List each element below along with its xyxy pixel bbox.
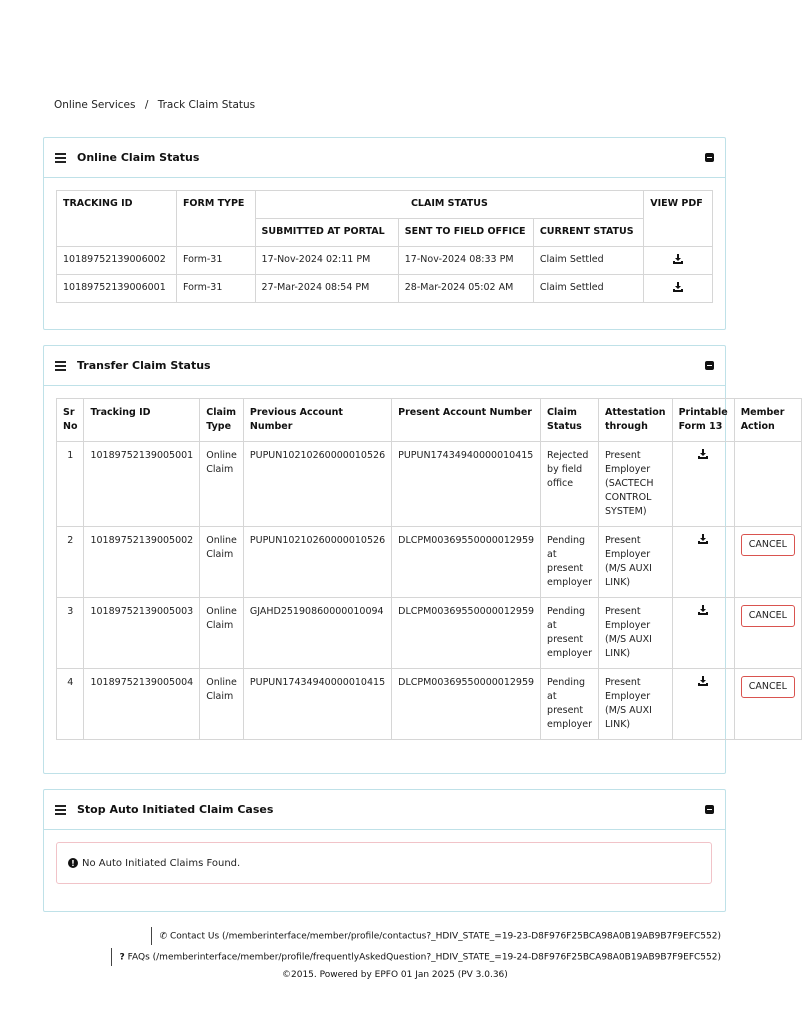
table-row [57,527,802,598]
cell-submitted: 17-Nov-2024 02:11 PM [255,247,398,275]
cell-sr: 2 [57,527,84,598]
cell-prev: PUPUN17434940000010415 [243,669,391,740]
cell-status: Pending at present employer [541,669,599,740]
cell-tracking-id: 10189752139006002 [57,247,177,275]
cell-printable [672,598,734,669]
cell-action [734,442,801,527]
download-icon[interactable] [698,605,708,615]
th-printable-form: Printable Form 13 [672,399,734,442]
cell-tracking: 10189752139005001 [84,442,200,527]
th-sent: SENT TO FIELD OFFICE [398,219,533,247]
transfer-claim-title: Transfer Claim Status [77,359,211,372]
hamburger-icon [55,803,66,817]
cell-present: DLCPM00369550000012959 [392,527,541,598]
contact-us-link[interactable]: Contact Us (/memberinterface/member/profile/contactus?_HDIV_STATE_=19-23-D8F976F25BCA98A0B19AB9B7F9EFC552) [170,931,721,942]
auto-claim-panel [43,789,726,912]
footer-faqs [111,948,721,966]
cell-sr: 4 [57,669,84,740]
transfer-claim-panel [43,345,787,774]
collapse-icon[interactable] [705,153,714,162]
th-previous-account: Previous Account Number [243,399,391,442]
cell-attest: Present Employer (SACTECH CONTROL SYSTEM) [599,442,673,527]
breadcrumb-current: Track Claim Status [157,99,256,111]
footer-copyright: ©2015. Powered by EPFO 01 Jan 2025 (PV 3.0.36) [282,970,508,980]
cell-type: Online Claim [200,442,244,527]
cancel-button[interactable]: CANCEL [741,676,795,698]
th-view-pdf: VIEW PDF [644,191,713,247]
question-icon: ? [119,952,125,963]
auto-claim-title: Stop Auto Initiated Claim Cases [77,803,274,816]
collapse-icon[interactable] [705,805,714,814]
cell-attest: Present Employer (M/S AUXI LINK) [599,669,673,740]
table-row [57,442,802,527]
th-tracking-id: TRACKING ID [57,191,177,247]
cell-type: Online Claim [200,527,244,598]
online-claim-header [44,138,725,178]
collapse-icon[interactable] [705,361,714,370]
cell-tracking: 10189752139005003 [84,598,200,669]
cell-present: DLCPM00369550000012959 [392,598,541,669]
cell-present: DLCPM00369550000012959 [392,669,541,740]
cancel-button[interactable]: CANCEL [741,534,795,556]
th-tracking-id: Tracking ID [84,399,200,442]
no-claims-message: No Auto Initiated Claims Found. [82,857,241,869]
th-claim-status: Claim Status [541,399,599,442]
th-member-action: Member Action [734,399,801,442]
cell-printable [672,669,734,740]
cell-status: Pending at present employer [541,527,599,598]
cell-present: PUPUN17434940000010415 [392,442,541,527]
transfer-claim-table [56,398,802,740]
th-current: CURRENT STATUS [533,219,643,247]
breadcrumb-separator: / [144,99,149,111]
cell-printable [672,442,734,527]
table-row [57,598,802,669]
cell-current: Claim Settled [533,247,643,275]
cell-form-type: Form-31 [176,247,255,275]
phone-icon: ✆ [159,931,168,942]
th-attestation: Attestation through [599,399,673,442]
online-claim-panel [43,137,726,330]
cancel-button[interactable]: CANCEL [741,605,795,627]
cell-tracking: 10189752139005002 [84,527,200,598]
cell-current: Claim Settled [533,275,643,303]
breadcrumb [54,99,255,111]
cell-action [734,669,801,740]
online-claim-title: Online Claim Status [77,151,200,164]
download-icon[interactable] [673,254,683,264]
cell-view-pdf [644,247,713,275]
breadcrumb-online-services[interactable]: Online Services [54,99,136,111]
faqs-link[interactable]: FAQs (/memberinterface/member/profile/frequentlyAskedQuestion?_HDIV_STATE_=19-24-D8F976F25BCA98A0B19AB9B7F9EFC552) [127,952,721,963]
cell-status: Pending at present employer [541,598,599,669]
cell-attest: Present Employer (M/S AUXI LINK) [599,598,673,669]
download-icon[interactable] [698,449,708,459]
cell-status: Rejected by field office [541,442,599,527]
download-icon[interactable] [698,534,708,544]
cell-tracking: 10189752139005004 [84,669,200,740]
cell-sent: 28-Mar-2024 05:02 AM [398,275,533,303]
cell-type: Online Claim [200,598,244,669]
no-claims-alert [56,842,712,884]
table-row [57,669,802,740]
cell-printable [672,527,734,598]
cell-prev: GJAHD25190860000010094 [243,598,391,669]
th-present-account: Present Account Number [392,399,541,442]
cell-sr: 1 [57,442,84,527]
th-submitted: SUBMITTED AT PORTAL [255,219,398,247]
hamburger-icon [55,359,66,373]
auto-claim-header [44,790,725,830]
cell-prev: PUPUN10210260000010526 [243,442,391,527]
cell-type: Online Claim [200,669,244,740]
th-form-type: FORM TYPE [176,191,255,247]
cell-prev: PUPUN10210260000010526 [243,527,391,598]
transfer-claim-header [44,346,725,386]
exclamation-circle-icon: ! [68,858,78,868]
cell-attest: Present Employer (M/S AUXI LINK) [599,527,673,598]
cell-sent: 17-Nov-2024 08:33 PM [398,247,533,275]
th-claim-type: Claim Type [200,399,244,442]
th-claim-status: CLAIM STATUS [255,191,644,219]
cell-form-type: Form-31 [176,275,255,303]
cell-submitted: 27-Mar-2024 08:54 PM [255,275,398,303]
cell-tracking-id: 10189752139006001 [57,275,177,303]
cell-action [734,527,801,598]
download-icon[interactable] [673,282,683,292]
table-row [57,247,713,275]
th-sr-no: Sr No [57,399,84,442]
table-row [57,275,713,303]
hamburger-icon [55,151,66,165]
cell-view-pdf [644,275,713,303]
footer-contact [151,927,721,945]
online-claim-table [56,190,713,303]
download-icon[interactable] [698,676,708,686]
cell-action [734,598,801,669]
cell-sr: 3 [57,598,84,669]
